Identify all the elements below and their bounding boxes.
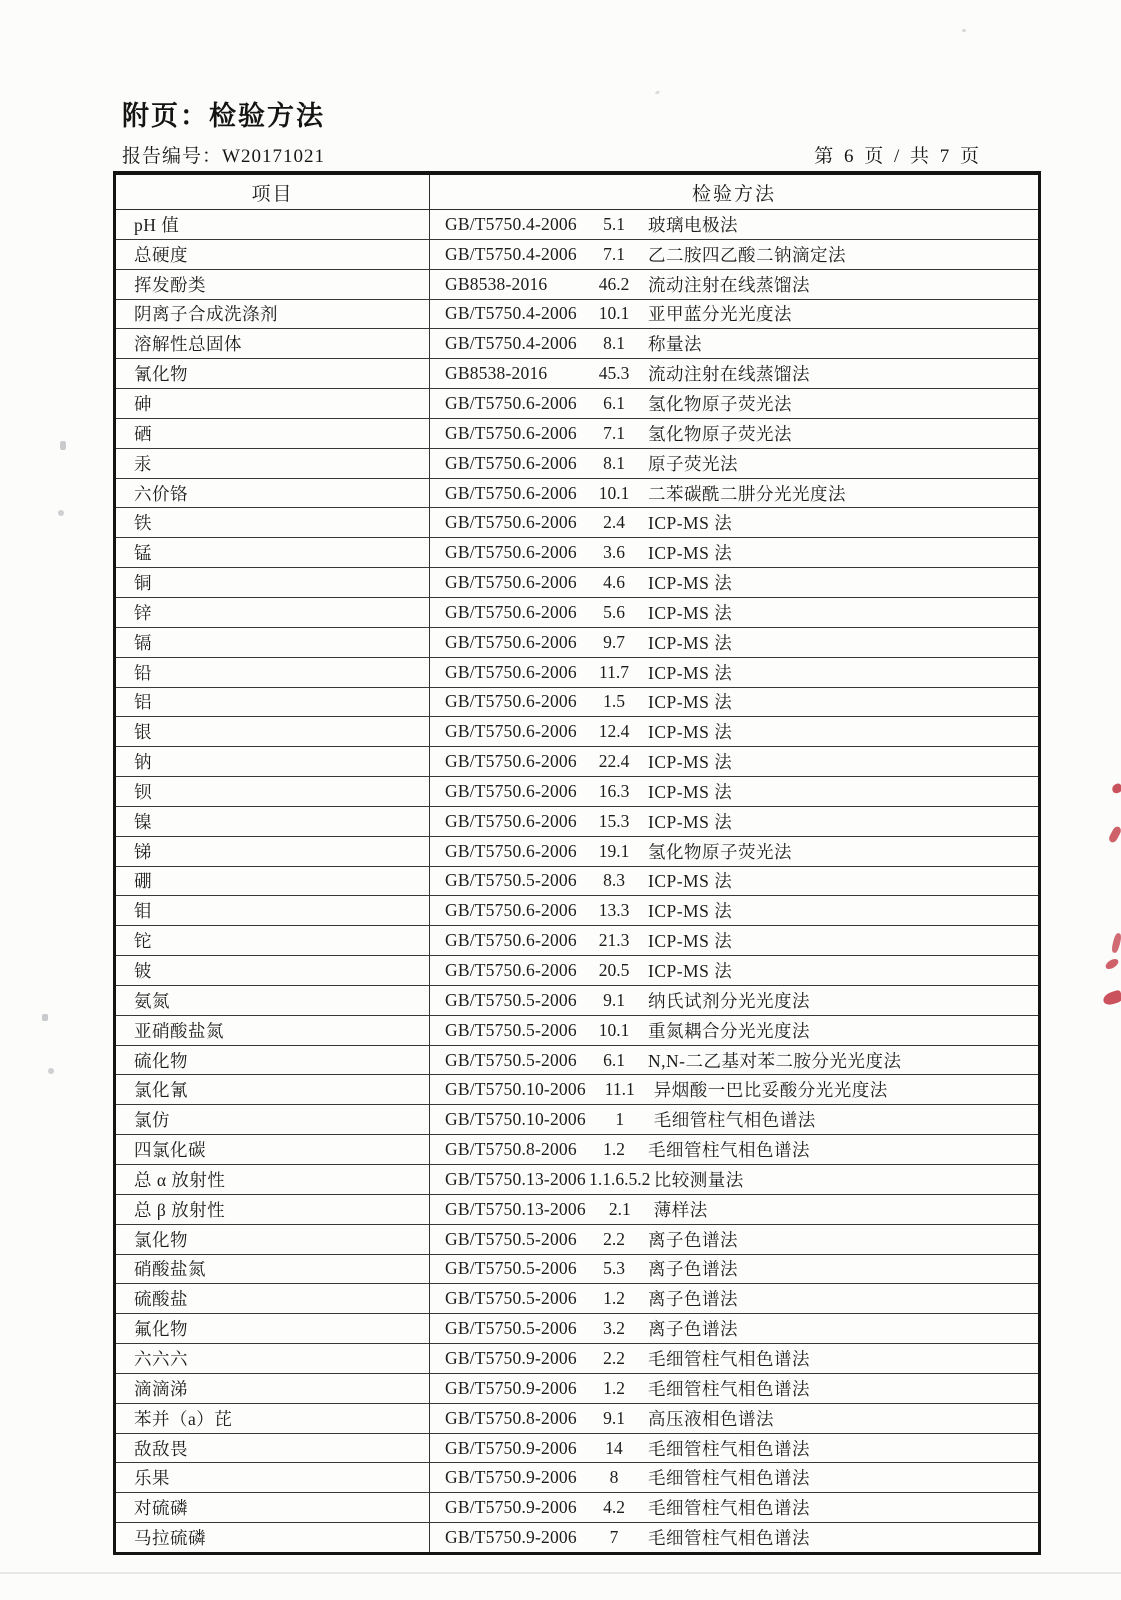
standard-code: GB/T5750.9-2006 [445, 1377, 577, 1398]
method-cell [430, 1075, 1038, 1104]
table-row [116, 986, 1038, 1016]
standard-code: GB/T5750.6-2006 [445, 751, 577, 772]
item-name-cell: 六六六 [116, 1344, 430, 1373]
method-name: ICP-MS 法 [648, 811, 733, 832]
item-name-cell: 锌 [116, 598, 430, 627]
clause-number: 9.1 [603, 989, 625, 1010]
table-row [116, 1314, 1038, 1344]
item-name-cell: 六价铬 [116, 479, 430, 508]
standard-code: GB/T5750.13-2006 [445, 1168, 586, 1189]
clause-number: 10.1 [598, 482, 630, 503]
clause-number: 10.1 [598, 303, 630, 324]
table-row [116, 807, 1038, 837]
report-number-value: W20171021 [222, 146, 325, 167]
standard-code: GB/T5750.10-2006 [445, 1109, 586, 1130]
item-name-cell: 马拉硫磷 [116, 1523, 430, 1552]
item-name-cell: 锰 [116, 538, 430, 567]
item-name-cell: 总硬度 [116, 240, 430, 269]
standard-code: GB/T5750.6-2006 [445, 900, 577, 921]
table-row [116, 449, 1038, 479]
item-name-cell: 氯仿 [116, 1105, 430, 1134]
item-name-cell: 氯化物 [116, 1225, 430, 1254]
standard-code: GB/T5750.5-2006 [445, 870, 577, 891]
table-row [116, 419, 1038, 449]
item-name-cell: 对硫磷 [116, 1493, 430, 1522]
method-name: 流动注射在线蒸馏法 [648, 364, 810, 385]
method-name: ICP-MS 法 [648, 781, 733, 802]
table-row [116, 1404, 1038, 1434]
clause-number: 1.1.6.5.2 [589, 1168, 651, 1189]
standard-code: GB/T5750.6-2006 [445, 572, 577, 593]
table-row [116, 1105, 1038, 1135]
item-name-cell: 总 β 放射性 [116, 1195, 430, 1224]
clause-number: 12.4 [598, 721, 630, 742]
clause-number: 4.2 [603, 1497, 625, 1518]
item-name-cell: 砷 [116, 389, 430, 418]
clause-number: 7.1 [603, 243, 625, 264]
table-row [116, 1046, 1038, 1076]
table-row [116, 956, 1038, 986]
table-row [116, 1434, 1038, 1464]
method-cell [430, 359, 1038, 388]
method-name: ICP-MS 法 [648, 871, 733, 892]
item-name-cell: 铅 [116, 658, 430, 687]
method-name: 流动注射在线蒸馏法 [648, 274, 810, 295]
standard-code: GB/T5750.4-2006 [445, 243, 577, 264]
method-cell [430, 1314, 1038, 1343]
method-cell [430, 1255, 1038, 1284]
method-name: 亚甲蓝分光光度法 [648, 304, 792, 325]
standard-code: GB/T5750.6-2006 [445, 780, 577, 801]
table-row [116, 1135, 1038, 1165]
item-name-cell: 硝酸盐氮 [116, 1255, 430, 1284]
method-name: 重氮耦合分光光度法 [648, 1020, 810, 1041]
table-row [116, 777, 1038, 807]
standard-code: GB/T5750.8-2006 [445, 1139, 577, 1160]
table-row [116, 240, 1038, 270]
item-name-cell: 汞 [116, 449, 430, 478]
standard-code: GB/T5750.5-2006 [445, 1318, 577, 1339]
item-name-cell: 敌敌畏 [116, 1434, 430, 1463]
method-cell [430, 389, 1038, 418]
clause-number: 6.1 [603, 1049, 625, 1070]
clause-number: 2.2 [603, 1228, 625, 1249]
method-cell [430, 1225, 1038, 1254]
item-name-cell: 银 [116, 717, 430, 746]
red-ink-fragment [1104, 957, 1120, 971]
table-row [116, 1493, 1038, 1523]
method-cell [430, 508, 1038, 537]
clause-number: 15.3 [598, 810, 630, 831]
clause-number: 21.3 [598, 930, 630, 951]
standard-code: GB/T5750.9-2006 [445, 1347, 577, 1368]
method-cell [430, 658, 1038, 687]
standard-code: GB/T5750.6-2006 [445, 661, 577, 682]
item-name-cell: 挥发酚类 [116, 270, 430, 299]
item-name-cell: 硫酸盐 [116, 1284, 430, 1313]
method-name: ICP-MS 法 [648, 752, 733, 773]
clause-number: 9.1 [603, 1407, 625, 1428]
table-row [116, 538, 1038, 568]
clause-number: 8.3 [603, 870, 625, 891]
method-cell [430, 1434, 1038, 1463]
item-name-cell: 镍 [116, 807, 430, 836]
method-cell [430, 896, 1038, 925]
item-name-cell: 阴离子合成洗涤剂 [116, 300, 430, 329]
method-cell [430, 1195, 1038, 1224]
method-cell [430, 538, 1038, 567]
standard-code: GB/T5750.4-2006 [445, 333, 577, 354]
method-cell [430, 449, 1038, 478]
clause-number: 11.1 [604, 1079, 635, 1100]
scan-speck [58, 510, 64, 516]
method-name: 毛细管柱气相色谱法 [648, 1498, 810, 1519]
method-name: 氢化物原子荧光法 [648, 841, 792, 862]
method-name: 离子色谱法 [648, 1229, 738, 1250]
table-row [116, 896, 1038, 926]
table-row [116, 1344, 1038, 1374]
clause-number: 3.2 [603, 1318, 625, 1339]
method-cell [430, 598, 1038, 627]
table-row [116, 1016, 1038, 1046]
method-name: 毛细管柱气相色谱法 [648, 1438, 810, 1459]
standard-code: GB/T5750.8-2006 [445, 1407, 577, 1428]
standard-code: GB/T5750.6-2006 [445, 930, 577, 951]
method-cell [430, 867, 1038, 896]
clause-number: 1.5 [603, 691, 625, 712]
clause-number: 1.2 [603, 1139, 625, 1160]
clause-number: 16.3 [598, 780, 630, 801]
standard-code: GB/T5750.5-2006 [445, 1049, 577, 1070]
method-cell [430, 688, 1038, 717]
table-row [116, 1255, 1038, 1285]
page-indicator: 第 6 页 / 共 7 页 [814, 146, 982, 167]
clause-number: 8.1 [603, 452, 625, 473]
item-name-cell: 镉 [116, 628, 430, 657]
method-cell [430, 568, 1038, 597]
method-cell [430, 1493, 1038, 1522]
clause-number: 4.6 [603, 572, 625, 593]
table-row [116, 717, 1038, 747]
table-row [116, 598, 1038, 628]
method-name: 毛细管柱气相色谱法 [648, 1468, 810, 1489]
standard-code: GB/T5750.6-2006 [445, 542, 577, 563]
method-name: N,N-二乙基对苯二胺分光光度法 [648, 1050, 902, 1071]
scan-speck [42, 1014, 48, 1021]
standard-code: GB/T5750.9-2006 [445, 1467, 577, 1488]
item-name-cell: 硫化物 [116, 1046, 430, 1075]
standard-code: GB/T5750.6-2006 [445, 392, 577, 413]
clause-number: 8.1 [603, 333, 625, 354]
red-ink-fragment [1107, 825, 1121, 844]
table-row [116, 1284, 1038, 1314]
item-name-cell: 氯化氰 [116, 1075, 430, 1104]
method-name: 异烟酸一巴比妥酸分光光度法 [653, 1080, 888, 1101]
method-cell [430, 1284, 1038, 1313]
method-name: 毛细管柱气相色谱法 [648, 1378, 810, 1399]
clause-number: 10.1 [598, 1019, 630, 1040]
table-row [116, 389, 1038, 419]
standard-code: GB/T5750.9-2006 [445, 1527, 577, 1548]
scan-speck [60, 441, 66, 450]
table-row [116, 658, 1038, 688]
method-cell [430, 210, 1038, 239]
table-header-row [116, 175, 1038, 210]
method-name: ICP-MS 法 [648, 901, 733, 922]
method-name: 乙二胺四乙酸二钠滴定法 [648, 244, 846, 265]
clause-number: 5.1 [603, 213, 625, 234]
method-cell [430, 1016, 1038, 1045]
page-title: 附页：检验方法 [122, 101, 325, 131]
table-row [116, 1165, 1038, 1195]
clause-number: 2.2 [603, 1347, 625, 1368]
method-cell [430, 479, 1038, 508]
item-name-cell: 硼 [116, 867, 430, 896]
clause-number: 20.5 [598, 960, 630, 981]
item-name-cell: 铝 [116, 688, 430, 717]
table-row [116, 747, 1038, 777]
method-cell [430, 926, 1038, 955]
table-row [116, 926, 1038, 956]
method-cell [430, 628, 1038, 657]
method-name: ICP-MS 法 [648, 632, 733, 653]
standard-code: GB8538-2016 [445, 363, 548, 384]
report-number-label: 报告编号： [122, 146, 223, 167]
method-cell [430, 777, 1038, 806]
method-name: 薄样法 [653, 1199, 708, 1220]
method-name: ICP-MS 法 [648, 573, 733, 594]
table-row [116, 628, 1038, 658]
standard-code: GB/T5750.9-2006 [445, 1437, 577, 1458]
method-name: ICP-MS 法 [648, 543, 733, 564]
item-name-cell: 四氯化碳 [116, 1135, 430, 1164]
method-cell [430, 1374, 1038, 1403]
standard-code: GB/T5750.4-2006 [445, 303, 577, 324]
clause-number: 45.3 [598, 363, 630, 384]
method-name: 高压液相色谱法 [648, 1408, 774, 1429]
column-header-method: 检验方法 [691, 183, 776, 205]
table-row [116, 1075, 1038, 1105]
method-cell [430, 1344, 1038, 1373]
method-cell [430, 419, 1038, 448]
item-name-cell: 总 α 放射性 [116, 1165, 430, 1194]
item-name-cell: 滴滴涕 [116, 1374, 430, 1403]
red-ink-fragment [1102, 989, 1121, 1006]
table-row [116, 210, 1038, 240]
method-name: 二苯碳酰二肼分光光度法 [648, 483, 846, 504]
method-name: 离子色谱法 [648, 1259, 738, 1280]
item-name-cell: 氟化物 [116, 1314, 430, 1343]
method-name: 氢化物原子荧光法 [648, 423, 792, 444]
method-name: ICP-MS 法 [648, 692, 733, 713]
clause-number: 11.7 [599, 661, 629, 682]
table-row [116, 329, 1038, 359]
method-name: 纳氏试剂分光光度法 [648, 990, 810, 1011]
method-name: 毛细管柱气相色谱法 [648, 1348, 810, 1369]
table-row [116, 568, 1038, 598]
standard-code: GB/T5750.6-2006 [445, 691, 577, 712]
method-cell [430, 1523, 1038, 1552]
method-name: ICP-MS 法 [648, 961, 733, 982]
red-ink-fragment [1111, 782, 1121, 794]
method-cell [430, 837, 1038, 866]
table-row [116, 1195, 1038, 1225]
red-ink-fragment [1111, 932, 1121, 953]
method-name: 称量法 [648, 334, 702, 355]
clause-number: 5.6 [603, 601, 625, 622]
item-name-cell: 铍 [116, 956, 430, 985]
table-row [116, 300, 1038, 330]
standard-code: GB/T5750.6-2006 [445, 721, 577, 742]
method-cell [430, 1046, 1038, 1075]
table-row [116, 688, 1038, 718]
clause-number: 2.4 [603, 512, 625, 533]
standard-code: GB/T5750.5-2006 [445, 1019, 577, 1040]
clause-number: 1.2 [603, 1377, 625, 1398]
method-cell [430, 1165, 1038, 1194]
standard-code: GB/T5750.6-2006 [445, 601, 577, 622]
table-row [116, 1523, 1038, 1552]
method-cell [430, 240, 1038, 269]
standard-code: GB/T5750.6-2006 [445, 422, 577, 443]
item-name-cell: 氰化物 [116, 359, 430, 388]
column-header-item: 项目 [116, 175, 430, 209]
method-name: 离子色谱法 [648, 1289, 738, 1310]
standard-code: GB/T5750.6-2006 [445, 960, 577, 981]
item-name-cell: 铜 [116, 568, 430, 597]
method-cell [430, 329, 1038, 358]
table-row [116, 1225, 1038, 1255]
table-row [116, 359, 1038, 389]
method-name: 比较测量法 [653, 1169, 744, 1190]
standard-code: GB/T5750.5-2006 [445, 1288, 577, 1309]
standard-code: GB/T5750.6-2006 [445, 452, 577, 473]
clause-number: 1 [615, 1109, 625, 1130]
method-cell [430, 1463, 1038, 1492]
standard-code: GB/T5750.5-2006 [445, 1228, 577, 1249]
clause-number: 7.1 [603, 422, 625, 443]
item-name-cell: 铊 [116, 926, 430, 955]
item-name-cell: 氨氮 [116, 986, 430, 1015]
table-row [116, 270, 1038, 300]
method-cell [430, 270, 1038, 299]
method-cell [430, 807, 1038, 836]
standard-code: GB/T5750.4-2006 [445, 213, 577, 234]
item-name-cell: 乐果 [116, 1463, 430, 1492]
standard-code: GB/T5750.9-2006 [445, 1497, 577, 1518]
item-name-cell: 溶解性总固体 [116, 329, 430, 358]
standard-code: GB8538-2016 [445, 273, 548, 294]
method-cell [430, 717, 1038, 746]
clause-number: 2.1 [608, 1198, 631, 1219]
standard-code: GB/T5750.6-2006 [445, 482, 577, 503]
clause-number: 6.1 [603, 392, 625, 413]
scan-speck [48, 1068, 54, 1074]
method-name: ICP-MS 法 [648, 513, 733, 534]
table-row [116, 479, 1038, 509]
method-name: 原子荧光法 [648, 453, 738, 474]
clause-number: 13.3 [598, 900, 630, 921]
clause-number: 1.2 [603, 1288, 625, 1309]
standard-code: GB/T5750.6-2006 [445, 840, 577, 861]
scan-speck [655, 90, 661, 95]
table-row [116, 508, 1038, 538]
method-name: 玻璃电极法 [648, 214, 738, 235]
method-name: 离子色谱法 [648, 1319, 738, 1340]
method-cell [430, 986, 1038, 1015]
method-cell [430, 300, 1038, 329]
method-name: 氢化物原子荧光法 [648, 393, 792, 414]
standard-code: GB/T5750.10-2006 [445, 1079, 586, 1100]
item-name-cell: 钡 [116, 777, 430, 806]
method-cell [430, 1105, 1038, 1134]
clause-number: 46.2 [598, 273, 630, 294]
item-name-cell: 硒 [116, 419, 430, 448]
scan-speck [962, 29, 966, 32]
method-name: ICP-MS 法 [648, 602, 733, 623]
item-name-cell: 苯并（a）芘 [116, 1404, 430, 1433]
clause-number: 3.6 [603, 542, 625, 563]
standard-code: GB/T5750.6-2006 [445, 810, 577, 831]
report-number [122, 141, 325, 168]
report-meta-row [122, 141, 982, 168]
item-name-cell: 铁 [116, 508, 430, 537]
method-name: ICP-MS 法 [648, 931, 733, 952]
table-row [116, 837, 1038, 867]
method-cell [430, 956, 1038, 985]
method-name: 毛细管柱气相色谱法 [648, 1528, 810, 1549]
item-name-cell: 钼 [116, 896, 430, 925]
method-name: 毛细管柱气相色谱法 [648, 1140, 810, 1161]
standard-code: GB/T5750.13-2006 [445, 1198, 586, 1219]
method-name: 毛细管柱气相色谱法 [653, 1110, 816, 1131]
standard-code: GB/T5750.5-2006 [445, 1258, 577, 1279]
table-body [116, 210, 1038, 1552]
item-name-cell: pH 值 [116, 210, 430, 239]
clause-number: 19.1 [598, 840, 630, 861]
method-name: ICP-MS 法 [648, 662, 733, 683]
method-cell [430, 747, 1038, 776]
table-row [116, 1463, 1038, 1493]
standard-code: GB/T5750.6-2006 [445, 512, 577, 533]
item-name-cell: 锑 [116, 837, 430, 866]
clause-number: 8 [609, 1467, 619, 1488]
clause-number: 9.7 [603, 631, 625, 652]
method-cell [430, 1135, 1038, 1164]
method-name: ICP-MS 法 [648, 722, 733, 743]
clause-number: 22.4 [598, 751, 630, 772]
clause-number: 5.3 [603, 1258, 625, 1279]
clause-number: 7 [609, 1527, 619, 1548]
test-method-table [113, 171, 1041, 1555]
method-cell [430, 1404, 1038, 1433]
scan-artifact-line [0, 1572, 1121, 1574]
item-name-cell: 亚硝酸盐氮 [116, 1016, 430, 1045]
clause-number: 14 [605, 1437, 623, 1458]
standard-code: GB/T5750.6-2006 [445, 631, 577, 652]
table-row [116, 867, 1038, 897]
item-name-cell: 钠 [116, 747, 430, 776]
table-row [116, 1374, 1038, 1404]
standard-code: GB/T5750.5-2006 [445, 989, 577, 1010]
